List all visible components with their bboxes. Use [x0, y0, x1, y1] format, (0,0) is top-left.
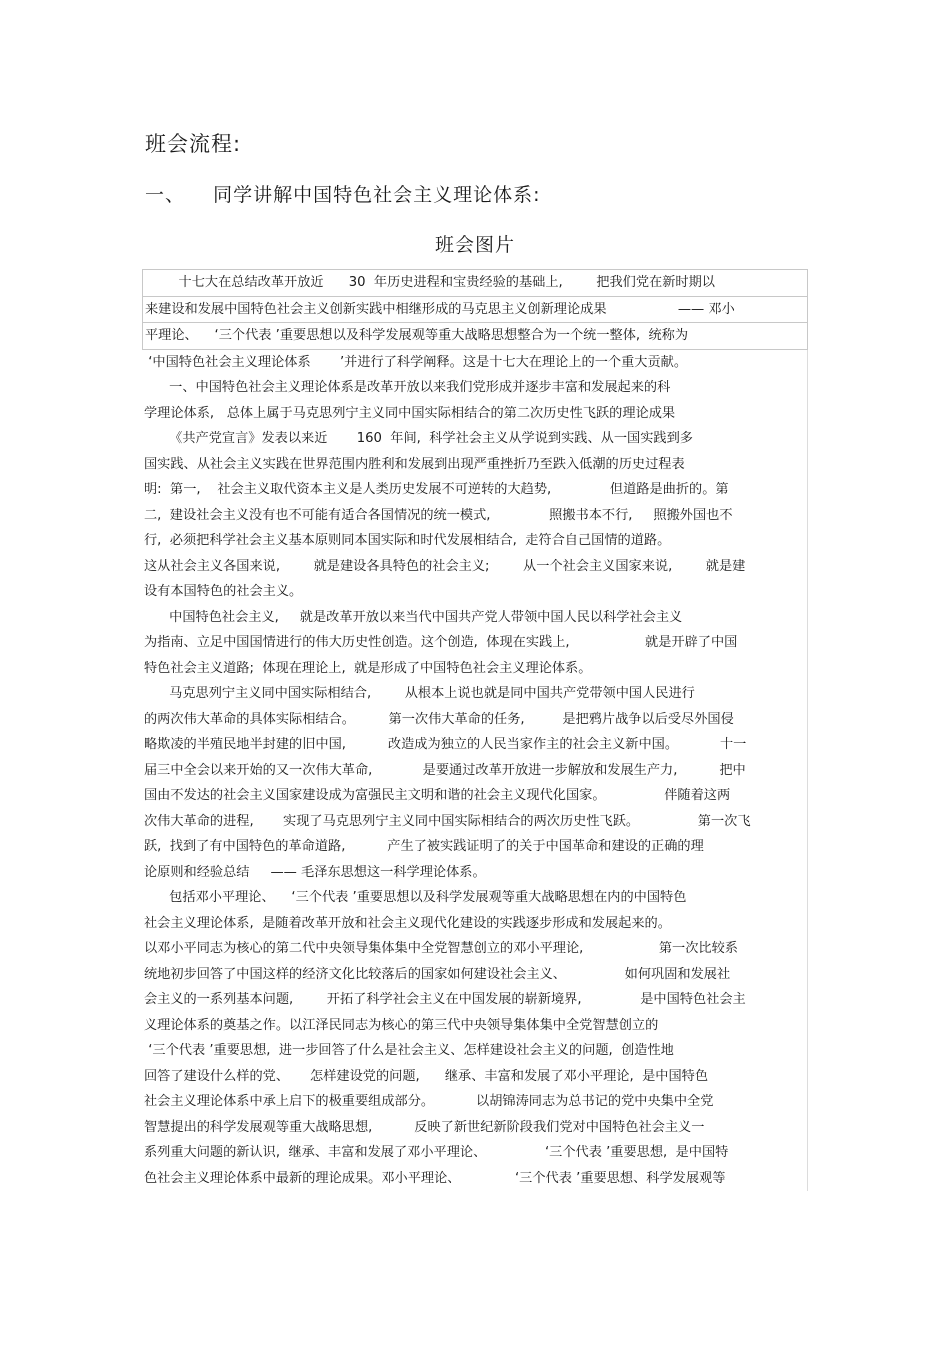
text-line: 社会主义理论体系中承上启下的极重要组成部分。 以胡锦涛同志为总书记的党中央集中全党 — [142, 1089, 808, 1115]
text-line: ‘中国特色社会主义理论体系 ’并进行了科学阐释。这是十七大在理论上的一个重大贡献。 — [142, 350, 808, 376]
heading: 班会流程: — [145, 132, 242, 156]
text-line: 智慧提出的科学发展观等重大战略思想, 反映了新世纪新阶段我们党对中国特色社会主义一 — [142, 1115, 808, 1141]
text-line: 社会主义理论体系, 是随着改革开放和社会主义现代化建设的实践逐步形成和发展起来的。 — [142, 911, 808, 937]
text-line: 次伟大革命的进程, 实现了马克思列宁主义同中国实际相结合的两次历史性飞跃。 第一次飞 — [142, 809, 808, 835]
text-line: ‘三个代表 ’重要思想, 进一步回答了什么是社会主义、怎样建设社会主义的问题, 创造性地 — [142, 1038, 808, 1064]
section-heading: 一、 同学讲解中国特色社会主义理论体系: — [145, 184, 541, 206]
text-line: 包括邓小平理论、 ‘三个代表 ’重要思想以及科学发展观等重大战略思想在内的中国特色 — [142, 885, 808, 911]
text-line: 的两次伟大革命的具体实际相结合。 第一次伟大革命的任务, 是把鸦片战争以后受尽外国侵 — [142, 707, 808, 733]
text-line: 略欺凌的半殖民地半封建的旧中国, 改造成为独立的人民当家作主的社会主义新中国。 十一 — [142, 732, 808, 758]
text-line: 为指南、立足中国国情进行的伟大历史性创造。这个创造, 体现在实践上, 就是开辟了中国 — [142, 630, 808, 656]
text-line: 国实践、从社会主义实践在世界范围内胜利和发展到出现严重挫折乃至跌入低潮的历史过程表 — [142, 452, 808, 478]
text-line: 设有本国特色的社会主义。 — [142, 579, 808, 605]
text-line: 一、中国特色社会主义理论体系是改革开放以来我们党形成并逐步丰富和发展起来的科 — [142, 375, 808, 401]
text-line: 色社会主义理论体系中最新的理论成果。邓小平理论、 ‘三个代表 ’重要思想、科学发展观等 — [142, 1166, 808, 1192]
text-line: 明: 第一, 社会主义取代资本主义是人类历史发展不可逆转的大趋势, 但道路是曲折的。第 — [142, 477, 808, 503]
subtitle: 班会图片 — [434, 234, 515, 256]
text-line: 义理论体系的奠基之作。以江泽民同志为核心的第三代中央领导集体集中全党智慧创立的 — [142, 1013, 808, 1039]
text-line: 以邓小平同志为核心的第二代中央领导集体集中全党智慧创立的邓小平理论, 第一次比较系 — [142, 936, 808, 962]
text-line: 平理论、 ‘三个代表 ’重要思想以及科学发展观等重大战略思想整合为一个统一整体, 统称为 — [142, 322, 808, 350]
text-line: 马克思列宁主义同中国实际相结合, 从根本上说也就是同中国共产党带领中国人民进行 — [142, 681, 808, 707]
text-line: 回答了建设什么样的党、 怎样建设党的问题, 继承、丰富和发展了邓小平理论, 是中国特色 — [142, 1064, 808, 1090]
text-line: 系列重大问题的新认识, 继承、丰富和发展了邓小平理论、 ‘三个代表 ’重要思想, 是中国特 — [142, 1140, 808, 1166]
text-line: 跃, 找到了有中国特色的革命道路, 产生了被实践证明了的关于中国革命和建设的正确的理 — [142, 834, 808, 860]
text-line: 中国特色社会主义, 就是改革开放以来当代中国共产党人带领中国人民以科学社会主义 — [142, 605, 808, 631]
text-line: 十七大在总结改革开放近 30 年历史进程和宝贵经验的基础上, 把我们党在新时期以 — [142, 269, 808, 296]
text-line: 行, 必须把科学社会主义基本原则同本国实际和时代发展相结合, 走符合自己国情的道路。 — [142, 528, 808, 554]
text-line: 二, 建设社会主义没有也不可能有适合各国情况的统一模式, 照搬书本不行, 照搬外国也不 — [142, 503, 808, 529]
text-line: 会主义的一系列基本问题, 开拓了科学社会主义在中国发展的崭新境界, 是中国特色社会主 — [142, 987, 808, 1013]
text-line: 国由不发达的社会主义国家建设成为富强民主文明和谐的社会主义现代化国家。 伴随着这两 — [142, 783, 808, 809]
body-text — [142, 269, 808, 1191]
text-line: 届三中全会以来开始的又一次伟大革命, 是要通过改革开放进一步解放和发展生产力, 把中 — [142, 758, 808, 784]
text-line: 论原则和经验总结 —— 毛泽东思想这一科学理论体系。 — [142, 860, 808, 886]
text-line: 统地初步回答了中国这样的经济文化比较落后的国家如何建设社会主义、 如何巩固和发展社 — [142, 962, 808, 988]
text-line: 这从社会主义各国来说, 就是建设各具特色的社会主义; 从一个社会主义国家来说, 就是建 — [142, 554, 808, 580]
text-line: 特色社会主义道路; 体现在理论上, 就是形成了中国特色社会主义理论体系。 — [142, 656, 808, 682]
text-line: 《共产党宣言》发表以来近 160 年间, 科学社会主义从学说到实践、从一国实践到多 — [142, 426, 808, 452]
text-line: 学理论体系, 总体上属于马克思列宁主义同中国实际相结合的第二次历史性飞跃的理论成果 — [142, 401, 808, 427]
text-line: 来建设和发展中国特色社会主义创新实践中相继形成的马克思主义创新理论成果 —— 邓小 — [142, 296, 808, 323]
